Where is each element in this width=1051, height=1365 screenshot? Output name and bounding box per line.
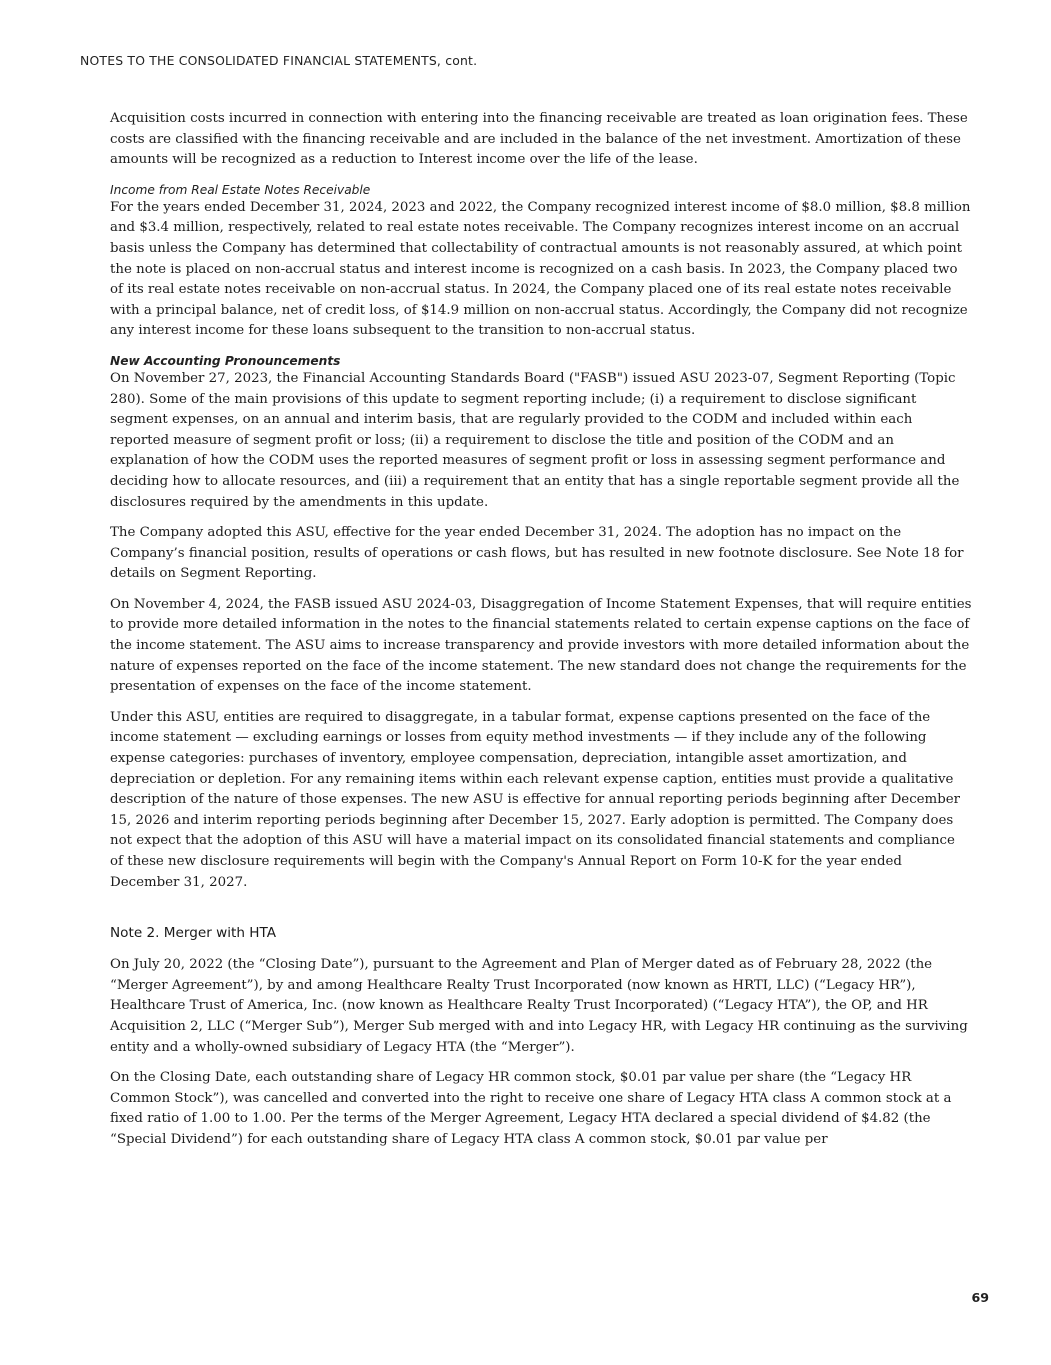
subheading-income-notes: Income from Real Estate Notes Receivable xyxy=(110,182,371,197)
paragraph-merger-intro: On July 20, 2022 (the “Closing Date”), pursuant to the Agreement and Plan of Merger dated as of February 28, 2022 (the “Merger Agreement”), by and among Healthcare Realty Trust Incorporated (now known as HRTI, LLC) (“Legacy HR”), Healthcare Trust of America, Inc. (now known as Healthcare Realty Trust Incorporated) (“Legacy HTA”), the OP, and HR Acquisition 2, LLC (“Merger Sub”), Merger Sub merged with and into Legacy HR, with Legacy HR continuing as the surviving entity and a wholly-owned subsidiary of Legacy HTA (the “Merger”). xyxy=(110,957,968,1055)
paragraph-asu-2023-07: On November 27, 2023, the Financial Accounting Standards Board ("FASB") issued ASU 2023-07, Segment Reporting (Topic 280). Some of the main provisions of this update to segment reporting include; (i) a requirement to disclose significant segment expenses, on an annual and interim basis, that are regularly provided to the CODM and included within each reported measure of segment profit or loss; (ii) a requirement to disclose the title and position of the CODM and an explanation of how the CODM uses the reported measures of segment profit or loss in assessing segment performance and deciding how to allocate resources, and (iii) a requirement that an entity that has a single reportable segment provide all the disclosures required by the amendments in this update. xyxy=(110,370,960,510)
paragraph-closing-date: On the Closing Date, each outstanding share of Legacy HR common stock, $0.01 par value per share (the “Legacy HR Common Stock”), was cancelled and converted into the right to receive one share of Legacy HTA class A common stock at a fixed ratio of 1.00 to 1.00. Per the terms of the Merger Agreement, Legacy HTA declared a special dividend of $4.82 (the “Special Dividend”) for each outstanding share of Legacy HTA class A common stock, $0.01 par value per xyxy=(110,1070,952,1147)
paragraph-asu-2024-03: On November 4, 2024, the FASB issued ASU 2024-03, Disaggregation of Income Statement Expenses, that will require entities to provide more detailed information in the notes to the financial statements related to certain expense captions on the face of the income statement. The ASU aims to increase transparency and provide investors with more detailed information about the nature of expenses reported on the face of the income statement. The new standard does not change the requirements for the presentation of expenses on the face of the income statement. xyxy=(110,596,972,695)
paragraph-income-notes: For the years ended December 31, 2024, 2023 and 2022, the Company recognized interest income of $8.0 million, $8.8 million and $3.4 million, respectively, related to real estate notes receivable. The Company recognizes interest income on an accrual basis unless the Company has determined that collectability of contractual amounts is not reasonably assured, at which point the note is placed on non-accrual status and interest income is recognized on a cash basis. In 2023, the Company placed two of its real estate notes receivable on non-accrual status. In 2024, the Company placed one of its real estate notes receivable with a principal balance, net of credit loss, of $14.9 million on non-accrual status. Accordingly, the Company did not recognize any interest income for these loans subsequent to the transition to non-accrual status. xyxy=(110,199,971,339)
page-number: 69 xyxy=(971,1290,989,1305)
paragraph-acquisition-costs: Acquisition costs incurred in connection with entering into the financing receivable are treated as loan origination fees. These costs are classified with the financing receivable and are included in the balance of the net investment. Amortization of these amounts will be recognized as a reduction to Interest income over the life of the lease. xyxy=(110,111,968,168)
running-header: NOTES TO THE CONSOLIDATED FINANCIAL STATEMENTS, cont. xyxy=(80,53,478,68)
subheading-new-pronouncements: New Accounting Pronouncements xyxy=(110,353,341,368)
note-2-heading: Note 2. Merger with HTA xyxy=(110,925,277,942)
paragraph-adopted: The Company adopted this ASU, effective for the year ended December 31, 2024. The adoption has no impact on the Company’s financial position, results of operations or cash flows, but has resulted in new footnote disclosure. See Note 18 for details on Segment Reporting. xyxy=(110,525,964,582)
page-content xyxy=(110,109,972,1161)
paragraph-disaggregate: Under this ASU, entities are required to disaggregate, in a tabular format, expense captions presented on the face of the income statement — excluding earnings or losses from equity method investments — if they include any of the following expense categories: purchases of inventory, employee compensation, depreciation, intangible asset amortization, and depreciation or depletion. For any remaining items within each relevant expense caption, entities must provide a qualitative description of the nature of those expenses. The new ASU is effective for annual reporting periods beginning after December 15, 2026 and interim reporting periods beginning after December 15, 2027. Early adoption is permitted. The Company does not expect that the adoption of this ASU will have a material impact on its consolidated financial statements and compliance of these new disclosure requirements will begin with the Company's Annual Report on Form 10-K for the year ended December 31, 2027. xyxy=(110,709,961,890)
